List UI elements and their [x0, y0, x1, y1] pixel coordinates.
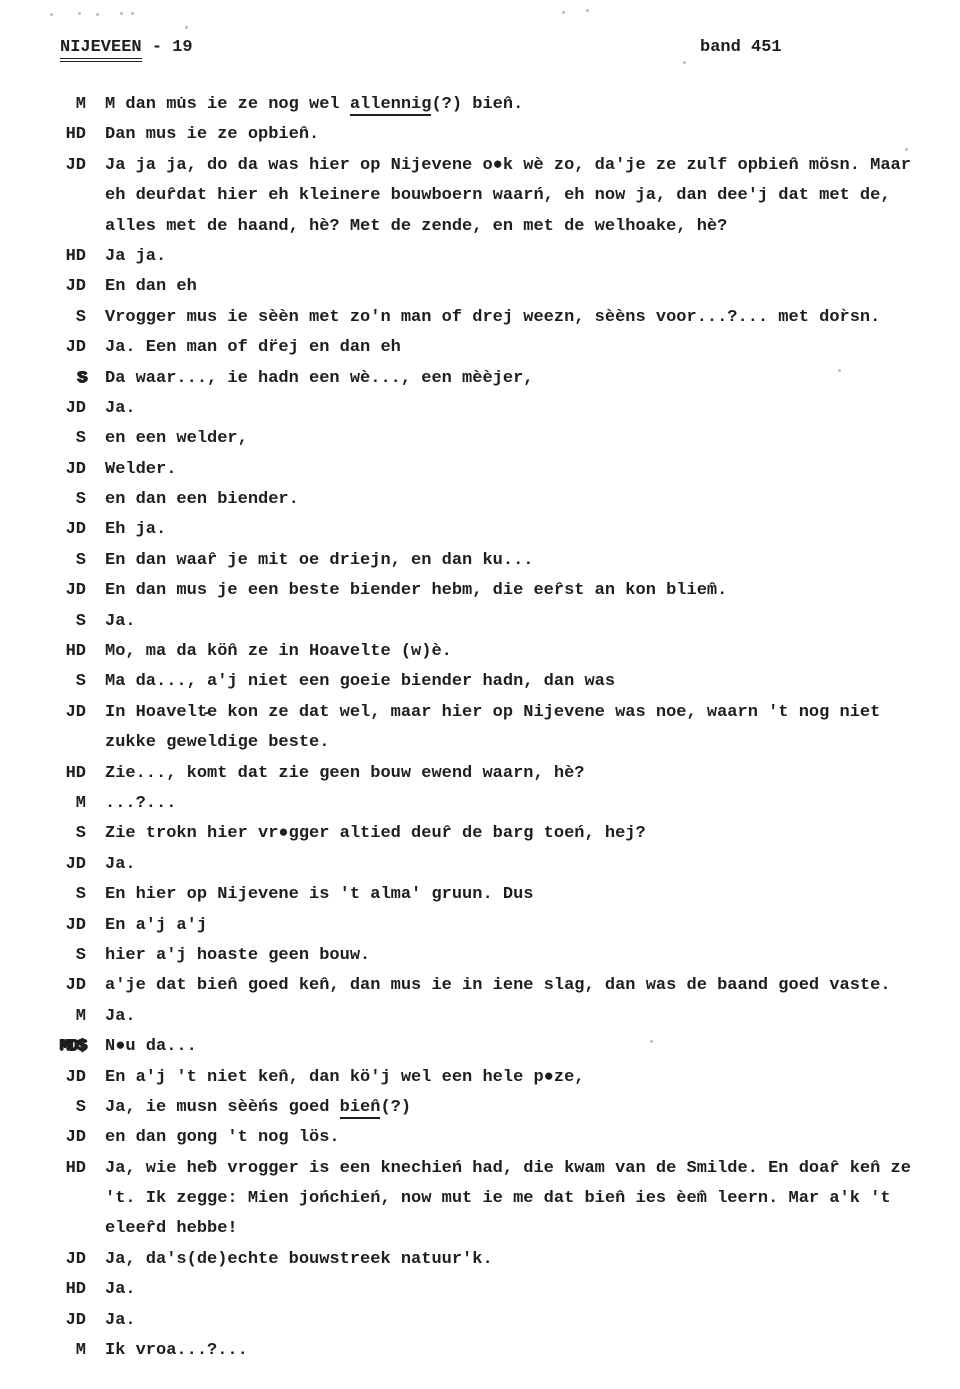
text-segment: alles met de haand, hè? Met de zende, en met de welhoake, hè?: [105, 216, 728, 236]
speaker-label: JD: [65, 398, 86, 418]
transcript-line: [0, 1063, 960, 1093]
line-text: [105, 120, 319, 150]
speaker-label: HD: [65, 1280, 86, 1300]
text-segment: en dan gong 't nog lös.: [105, 1128, 340, 1148]
line-text: [105, 1306, 136, 1336]
transcript-line: [0, 1123, 960, 1153]
line-text: [105, 303, 880, 333]
line-text: [105, 759, 584, 789]
speaker-label: S: [75, 429, 86, 449]
text-segment: Ja.: [105, 854, 136, 874]
transcript-line: [0, 971, 960, 1001]
text-segment: Ja ja ja, do da was hier op Nijevene o●k wè zo, da'je ze zulf opbien̂ mösn. Maar: [105, 155, 911, 175]
text-segment: Zie..., komt dat zie geen bouw ewend waarn, hè?: [105, 763, 585, 783]
line-text: [105, 1336, 248, 1366]
transcript-line: [0, 242, 960, 272]
scan-speck: [131, 12, 134, 15]
text-segment: a'je dat bien̂ goed ken̂, dan mus ie in iene slag, dan was de baand goed vaste.: [105, 976, 891, 996]
line-text: [105, 515, 166, 545]
transcript: [0, 90, 960, 1366]
speaker-label: JD: [65, 854, 86, 874]
underlined-word: bien̂: [339, 1097, 381, 1117]
text-segment: M dan mu̇s ie ze nog wel: [105, 95, 350, 114]
speaker-label: S: [75, 672, 86, 692]
page-title: [60, 38, 193, 57]
line-text: [105, 667, 615, 697]
speaker-label: HD: [65, 246, 86, 266]
speaker-label: S: [75, 307, 86, 327]
speaker-label: HD: [65, 642, 86, 662]
transcript-line: [0, 789, 960, 819]
speaker-label: [0, 1214, 86, 1244]
line-text: [105, 850, 136, 880]
title-number: - 19: [141, 38, 193, 57]
transcript-line: [0, 455, 960, 485]
speaker-label: S: [77, 368, 86, 388]
text-segment: Ja.: [105, 398, 136, 418]
line-text: [105, 941, 370, 971]
transcript-line: [0, 911, 960, 941]
transcript-line: [0, 515, 960, 545]
transcript-line: [0, 394, 960, 424]
line-text: [105, 698, 880, 728]
speaker-label: JD: [65, 277, 86, 297]
text-segment: ...?...: [105, 793, 177, 813]
transcript-line: [0, 728, 960, 758]
transcript-line: [0, 1245, 960, 1275]
speaker-label: M: [75, 1341, 86, 1361]
text-segment: En dan eh: [105, 277, 197, 297]
line-text: [105, 333, 401, 363]
transcript-line: [0, 90, 960, 120]
text-segment: En dan mus je een beste biender hebm, die eer̂st an kon bliem̂.: [105, 581, 728, 601]
transcript-line: [0, 333, 960, 363]
line-text: [105, 1275, 136, 1305]
line-text: [105, 971, 891, 1001]
text-segment: Ik vroa...?...: [105, 1341, 248, 1361]
speaker-label: JD: [65, 1249, 86, 1269]
text-segment: (?): [380, 1097, 412, 1117]
text-segment: Welder.: [105, 459, 177, 479]
speaker-label: JD: [65, 155, 86, 175]
text-segment: Eh ja.: [105, 520, 167, 540]
speaker-label: S: [75, 550, 86, 570]
text-segment: In Hoavelt̵e kon ze dat wel, maar hier op Nijevene was noe, waarn 't nog niet: [105, 702, 881, 722]
transcript-line: [0, 364, 960, 394]
transcript-line: [0, 941, 960, 971]
speaker-label: JD: [65, 1310, 86, 1330]
line-text: [105, 819, 646, 849]
line-text: [105, 576, 727, 606]
line-text: [105, 151, 911, 181]
transcript-line: [0, 1002, 960, 1032]
scan-speck: [185, 26, 188, 29]
text-segment: Ja, da's(de)echte bouwstreek natuur'k.: [105, 1249, 493, 1269]
text-segment: en een welder,: [105, 429, 248, 449]
transcript-line: [0, 1275, 960, 1305]
line-text: [105, 1032, 197, 1062]
line-text: [105, 546, 533, 576]
transcript-line: [0, 1184, 960, 1214]
transcript-line: [0, 120, 960, 150]
text-segment: Ja, ie musn sèèńs goed: [105, 1097, 340, 1117]
scan-speck: [838, 369, 841, 372]
transcript-line: [0, 637, 960, 667]
text-segment: En dan waar̂ je mit oe driejn, en dan ku...: [105, 550, 534, 570]
text-segment: En a'j a'j: [105, 915, 208, 935]
speaker-label: [0, 181, 86, 211]
speaker-label: JD: [65, 520, 86, 540]
text-segment: Vrogger mus ie sèèn met zo'n man of drej weezn, sèèns voor...?... met dor̀sn.: [105, 307, 881, 327]
line-text: [105, 272, 197, 302]
speaker-label: HD: [65, 125, 86, 145]
text-segment: Ja ja.: [105, 246, 167, 266]
text-segment: hier a'j hoaste geen bouw.: [105, 945, 371, 965]
scan-speck: [905, 148, 908, 151]
text-segment: Ja.: [105, 1006, 136, 1026]
speaker-label: MD$: [59, 1037, 86, 1057]
transcript-line: [0, 303, 960, 333]
transcript-line: [0, 424, 960, 454]
transcript-line: [0, 880, 960, 910]
speaker-label: S: [75, 824, 86, 844]
text-segment: Ja, wie heƀ vrogger is een knechień had, die kwam van de Smilde. En doar̂ ken̂ ze: [105, 1158, 911, 1178]
line-text: [105, 880, 533, 910]
line-text: [105, 394, 136, 424]
text-segment: En hier op Nijevene is 't alma' gruun. Dus: [105, 885, 534, 905]
transcript-line: [0, 151, 960, 181]
text-segment: Mo, ma da kön̂ ze in Hoavelte (w)è.: [105, 642, 452, 662]
line-text: [105, 637, 452, 667]
line-text: [105, 242, 166, 272]
speaker-label: JD: [65, 581, 86, 601]
line-text: [105, 181, 891, 211]
speaker-label: JD: [65, 1067, 86, 1087]
line-text: [105, 90, 523, 120]
scan-speck: [650, 1040, 653, 1043]
scan-speck: [78, 12, 81, 15]
text-segment: N●u da...: [105, 1037, 197, 1057]
text-segment: Ja. Een man of dr̈ej en dan eh: [105, 338, 401, 358]
text-segment: eh deur̂dat hier eh kleinere bouwboern waarń, eh now ja, dan dee'j dat met de,: [105, 186, 891, 206]
transcript-line: [0, 698, 960, 728]
transcript-line: [0, 607, 960, 637]
text-segment: zukke geweldige beste.: [105, 733, 330, 753]
line-text: [105, 728, 329, 758]
speaker-label: HD: [65, 1158, 86, 1178]
line-text: [105, 1184, 891, 1214]
transcript-line: [0, 1032, 960, 1062]
line-text: [105, 911, 207, 941]
text-segment: (?) bien̂.: [431, 95, 524, 114]
scan-speck: [586, 9, 589, 12]
line-text: [105, 1063, 584, 1093]
line-text: [105, 424, 248, 454]
speaker-label: S: [75, 945, 86, 965]
text-segment: Zie trokn hier vr●gger altied deur̂ de barg toeń, hej?: [105, 824, 646, 844]
transcript-line: [0, 759, 960, 789]
speaker-label: JD: [65, 459, 86, 479]
line-text: [105, 789, 176, 819]
text-segment: 't. Ik zegge: Mien jońchień, now mut ie me dat bien̂ ies èem̂ leern. Mar a'k 't: [105, 1189, 891, 1209]
text-segment: Ja.: [105, 1310, 136, 1330]
text-segment: Ja.: [105, 611, 136, 631]
speaker-label: [0, 728, 86, 758]
text-segment: Ja.: [105, 1280, 136, 1300]
transcript-line: [0, 1336, 960, 1366]
transcript-line: [0, 819, 960, 849]
line-text: [105, 1245, 493, 1275]
transcript-line: [0, 1306, 960, 1336]
speaker-label: JD: [65, 702, 86, 722]
transcript-line: [0, 667, 960, 697]
transcript-line: [0, 272, 960, 302]
scan-speck: [562, 11, 565, 14]
speaker-label: M: [75, 1006, 86, 1026]
speaker-label: JD: [65, 1128, 86, 1148]
transcript-line: [0, 181, 960, 211]
speaker-label: [0, 1184, 86, 1214]
scan-speck: [96, 13, 99, 16]
transcript-line: [0, 485, 960, 515]
line-text: [105, 485, 299, 515]
text-segment: En a'j 't niet ken̂, dan kö'j wel een hele p●ze,: [105, 1067, 585, 1087]
line-text: [105, 364, 533, 394]
transcript-line: [0, 212, 960, 242]
speaker-label: M: [75, 793, 86, 813]
title-location: NIJEVEEN: [60, 38, 142, 62]
text-segment: Dan mus ie ze opbien̂.: [105, 125, 320, 145]
line-text: [105, 1123, 340, 1153]
line-text: [105, 1214, 238, 1244]
speaker-label: JD: [65, 915, 86, 935]
text-segment: Da waar..., ie hadn een wè..., een mèèjer,: [105, 368, 534, 388]
line-text: [105, 1093, 411, 1123]
underlined-word: allennig: [349, 95, 432, 114]
speaker-label: M: [75, 95, 86, 114]
scan-speck: [120, 12, 123, 15]
scan-speck: [50, 13, 53, 16]
line-text: [105, 1154, 911, 1184]
text-segment: Ma da..., a'j niet een goeie biender hadn, dan was: [105, 672, 616, 692]
speaker-label: S: [75, 490, 86, 510]
speaker-label: S: [75, 611, 86, 631]
speaker-label: S: [75, 1097, 86, 1117]
transcript-line: [0, 576, 960, 606]
speaker-label: S: [75, 885, 86, 905]
speaker-label: [0, 212, 86, 242]
transcript-line: [0, 1214, 960, 1244]
text-segment: eleer̂d hebbe!: [105, 1219, 238, 1239]
line-text: [105, 1002, 136, 1032]
transcript-line: [0, 546, 960, 576]
transcript-line: [0, 850, 960, 880]
scan-speck: [683, 61, 686, 64]
speaker-label: HD: [65, 763, 86, 783]
speaker-label: JD: [65, 976, 86, 996]
line-text: [105, 607, 136, 637]
line-text: [105, 455, 176, 485]
band-number: band 451: [700, 38, 782, 57]
transcript-line: [0, 1093, 960, 1123]
transcript-line: [0, 1154, 960, 1184]
text-segment: en dan een biender.: [105, 490, 299, 510]
line-text: [105, 212, 727, 242]
speaker-label: JD: [65, 338, 86, 358]
